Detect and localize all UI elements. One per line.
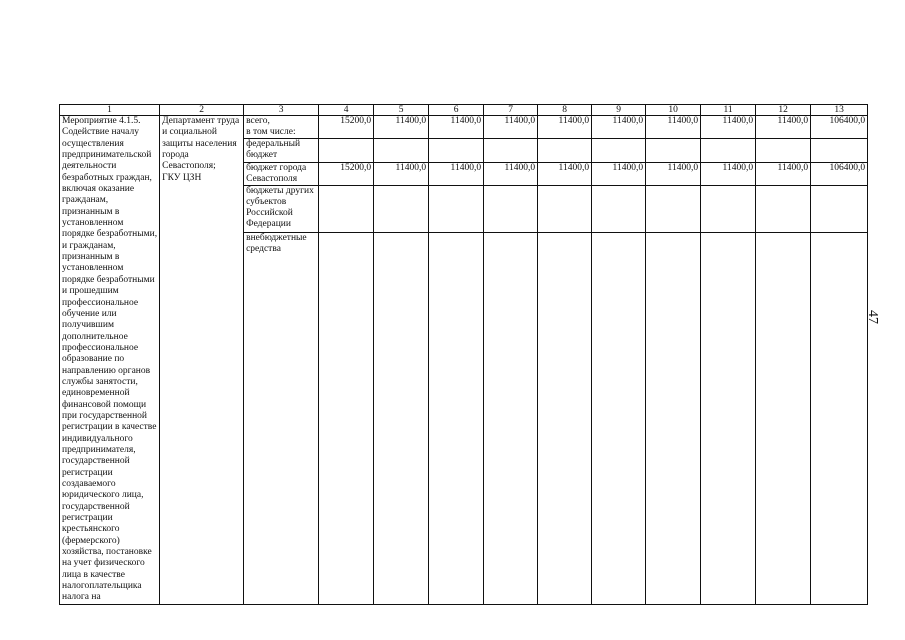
value-cell [484, 232, 538, 604]
funding-source: бюджеты других субъектов Российской Федерации [244, 185, 319, 232]
column-number: 9 [592, 105, 646, 116]
value-cell [811, 185, 868, 232]
value-cell: 11400,0 [592, 162, 646, 185]
value-cell [484, 185, 538, 232]
value-cell [646, 139, 701, 162]
value-cell: 11400,0 [701, 116, 756, 139]
value-cell: 11400,0 [484, 116, 538, 139]
column-number: 13 [811, 105, 868, 116]
funding-source: внебюджетные средства [244, 232, 319, 604]
column-number: 2 [160, 105, 244, 116]
value-cell: 15200,0 [319, 116, 374, 139]
value-cell: 106400,0 [811, 162, 868, 185]
column-number-row [60, 105, 868, 116]
funding-source: федеральный бюджет [244, 139, 319, 162]
column-number: 8 [538, 105, 592, 116]
value-cell: 11400,0 [646, 162, 701, 185]
value-cell [538, 185, 592, 232]
value-cell [429, 232, 484, 604]
value-cell [319, 139, 374, 162]
value-cell [811, 139, 868, 162]
table-row [60, 116, 868, 139]
column-number: 4 [319, 105, 374, 116]
activity-description: Мероприятие 4.1.5. Содействие началу осуществления предпринимательской деятельности безработных граждан, включая оказание гражданам, признанным в установленном порядке безработными, и гражданам, признанным в установленном порядке безработными и прошедшим профессиональное обучение или получившим дополнительное профессиональное образование по направлению органов службы занятости, единовременной финансовой помощи при государственной регистрации в качестве индивидуального предпринимателя, государственной регистрации создаваемого юридического лица, государственной регистрации крестьянского (фермерского) хозяйства, постановке на учет физического лица в качестве налогоплательщика налога на [60, 116, 160, 605]
page-number: 47 [865, 310, 880, 324]
value-cell: 11400,0 [429, 162, 484, 185]
value-cell [646, 232, 701, 604]
value-cell: 15200,0 [319, 162, 374, 185]
value-cell: 11400,0 [538, 162, 592, 185]
budget-table [59, 104, 868, 605]
value-cell: 11400,0 [701, 162, 756, 185]
column-number: 6 [429, 105, 484, 116]
executor-cell: Департамент труда и социальной защиты населения города Севастополя; ГКУ ЦЗН [160, 116, 244, 605]
value-cell [811, 232, 868, 604]
value-cell [538, 139, 592, 162]
value-cell: 11400,0 [484, 162, 538, 185]
column-number: 10 [646, 105, 701, 116]
column-number: 1 [60, 105, 160, 116]
value-cell: 11400,0 [646, 116, 701, 139]
value-cell [592, 185, 646, 232]
value-cell: 11400,0 [374, 162, 429, 185]
value-cell [701, 185, 756, 232]
value-cell [592, 232, 646, 604]
value-cell [538, 232, 592, 604]
funding-source: бюджет города Севастополя [244, 162, 319, 185]
column-number: 3 [244, 105, 319, 116]
column-number: 7 [484, 105, 538, 116]
value-cell: 11400,0 [756, 116, 811, 139]
value-cell: 11400,0 [538, 116, 592, 139]
funding-source: всего, в том числе: [244, 116, 319, 139]
column-number: 11 [701, 105, 756, 116]
column-number: 12 [756, 105, 811, 116]
value-cell [429, 139, 484, 162]
value-cell: 11400,0 [374, 116, 429, 139]
value-cell [429, 185, 484, 232]
value-cell [484, 139, 538, 162]
value-cell [646, 185, 701, 232]
value-cell [592, 139, 646, 162]
value-cell [756, 185, 811, 232]
value-cell: 106400,0 [811, 116, 868, 139]
value-cell: 11400,0 [756, 162, 811, 185]
value-cell [701, 232, 756, 604]
value-cell [374, 185, 429, 232]
value-cell [756, 139, 811, 162]
value-cell [701, 139, 756, 162]
value-cell: 11400,0 [592, 116, 646, 139]
value-cell [319, 185, 374, 232]
value-cell [374, 232, 429, 604]
value-cell [374, 139, 429, 162]
value-cell: 11400,0 [429, 116, 484, 139]
column-number: 5 [374, 105, 429, 116]
value-cell [756, 232, 811, 604]
value-cell [319, 232, 374, 604]
